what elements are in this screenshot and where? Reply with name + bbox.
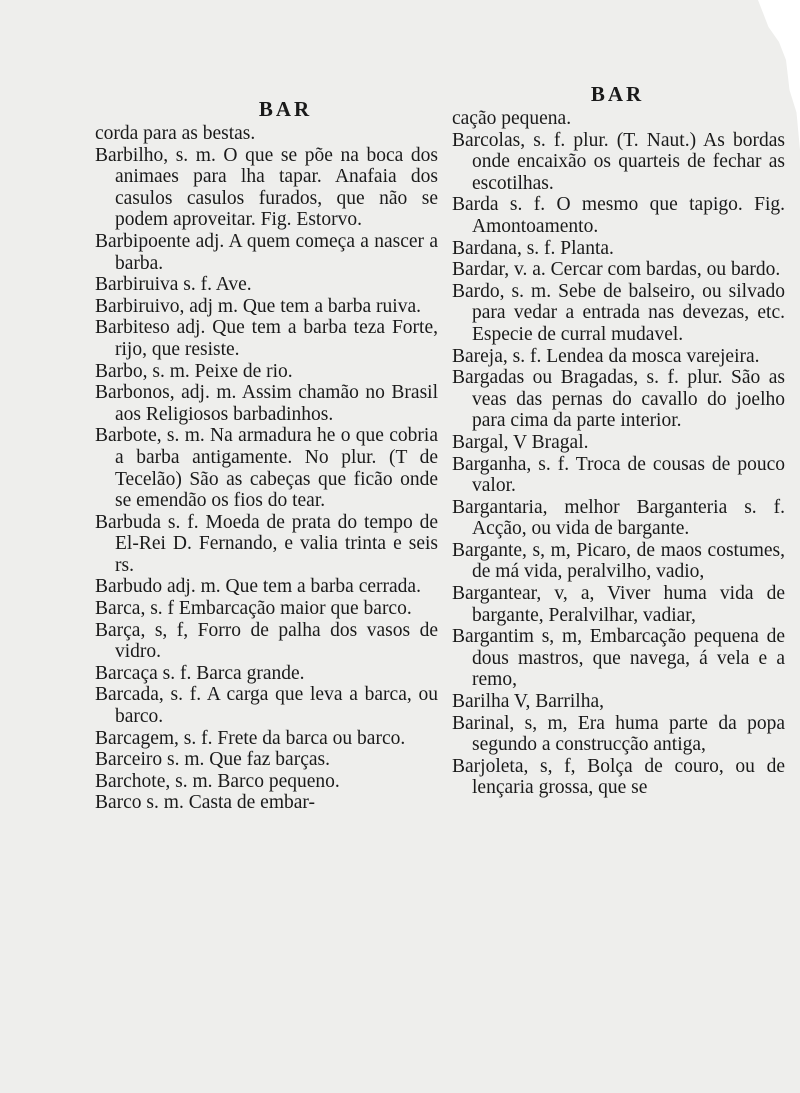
dictionary-entry: Barca, s. f Embarcação maior que barco. — [95, 598, 412, 620]
dictionary-entry: Barbote, s. m. Na armadura he o que cobria a barba antigamente. No plur. (T de Tecelão) São as cabeças que ficão onde se emendão os fios do tear. — [95, 425, 438, 512]
dictionary-entry: Bargadas ou Bragadas, s. f. plur. São as veas das pernas do cavallo do joelho para cima da parte interior. — [452, 367, 785, 432]
dictionary-entry: Barcagem, s. f. Frete da barca ou barco. — [95, 727, 406, 749]
dictionary-entry: Barbo, s. m. Peixe de rio. — [95, 360, 293, 382]
dictionary-entry: Bardana, s. f. Planta. — [452, 237, 614, 259]
dictionary-entry: Barbilho, s. m. O que se põe na boca dos animaes para lha tapar. Anafaia dos casulos casulos furados, que não se podem aproveitar. Fig. Estorvo. — [95, 144, 438, 231]
dictionary-entry: Barcaça s. f. Barca grande. — [95, 662, 305, 684]
dictionary-entry: Bargantaria, melhor Barganteria s. f. Acção, ou vida de bargante. — [452, 496, 785, 540]
left-running-header: BAR — [258, 97, 313, 121]
dictionary-entry: Barbipoente adj. A quem começa a nascer a barba. — [95, 230, 438, 274]
dictionary-entry: Bargantear, v, a, Viver huma vida de bargante, Peralvilhar, vadiar, — [452, 583, 785, 626]
dictionary-entry: Barinal, s, m, Era huma parte da popa segundo a construcção antiga, — [452, 712, 785, 756]
dictionary-entry: Bardo, s. m. Sebe de balseiro, ou silvado para vedar a entrada nas devezas, etc. Especie de curral mudavel. — [452, 280, 785, 345]
dictionary-entry: Barda s. f. O mesmo que tapigo. Fig. Amontoamento. — [452, 194, 785, 237]
dictionary-entry: Barbuda s. f. Moeda de prata do tempo de El-Rei D. Fernando, e valia trinta e seis rs. — [95, 511, 438, 576]
dictionary-entry: Barceiro s. m. Que faz barças. — [95, 749, 330, 771]
dictionary-entry: Barbudo adj. m. Que tem a barba cerrada. — [95, 576, 421, 598]
dictionary-entry: Bargal, V Bragal. — [452, 431, 589, 453]
dictionary-entry: Barilha V, Barrilha, — [452, 691, 605, 713]
dictionary-entry: Barganha, s. f. Troca de cousas de pouco valor. — [452, 453, 785, 497]
dictionary-entry: Barbonos, adj. m. Assim chamão no Brasil aos Religiosos barbadinhos. — [95, 382, 438, 425]
dictionary-entry: Barbiruivo, adj m. Que tem a barba ruiva. — [95, 295, 421, 317]
left-entries — [93, 123, 438, 814]
dictionary-entry: Barbiruiva s. f. Ave. — [95, 274, 252, 296]
dictionary-entry: Bargante, s, m, Picaro, de maos costumes, de má vida, peralvilho, vadio, — [452, 539, 785, 583]
dictionary-entry: Barco s. m. Casta de embar- — [95, 792, 315, 814]
dictionary-entry: Bargantim s, m, Embarcação pequena de dous mastros, que navega, á vela e a remo, — [452, 626, 785, 691]
dictionary-entry: Barchote, s. m. Barco pequeno. — [95, 770, 340, 792]
left-column — [93, 95, 438, 814]
dictionary-entry: Barcada, s. f. A carga que leva a barca, ou barco. — [95, 684, 438, 728]
dictionary-entry: Barbiteso adj. Que tem a barba teza Forte, rijo, que resiste. — [95, 317, 438, 360]
right-entries — [450, 108, 785, 799]
right-column — [450, 80, 785, 799]
dictionary-entry: corda para as bestas. — [95, 123, 256, 144]
dictionary-entry: Barça, s, f, Forro de palha dos vasos de vidro. — [95, 619, 438, 663]
right-running-header: BAR — [590, 82, 645, 106]
dictionary-entry: Bareja, s. f. Lendea da mosca varejeira. — [452, 345, 760, 367]
dictionary-entry: Barcolas, s. f. plur. (T. Naut.) As bordas onde encaixão os quarteis de fechar as escotilhas. — [452, 129, 785, 194]
dictionary-entry: Barjoleta, s, f, Bolça de couro, ou de lençaria grossa, que se — [452, 755, 785, 799]
dictionary-entry: cação pequena. — [452, 108, 572, 129]
dictionary-entry: Bardar, v. a. Cercar com bardas, ou bardo. — [452, 259, 781, 281]
